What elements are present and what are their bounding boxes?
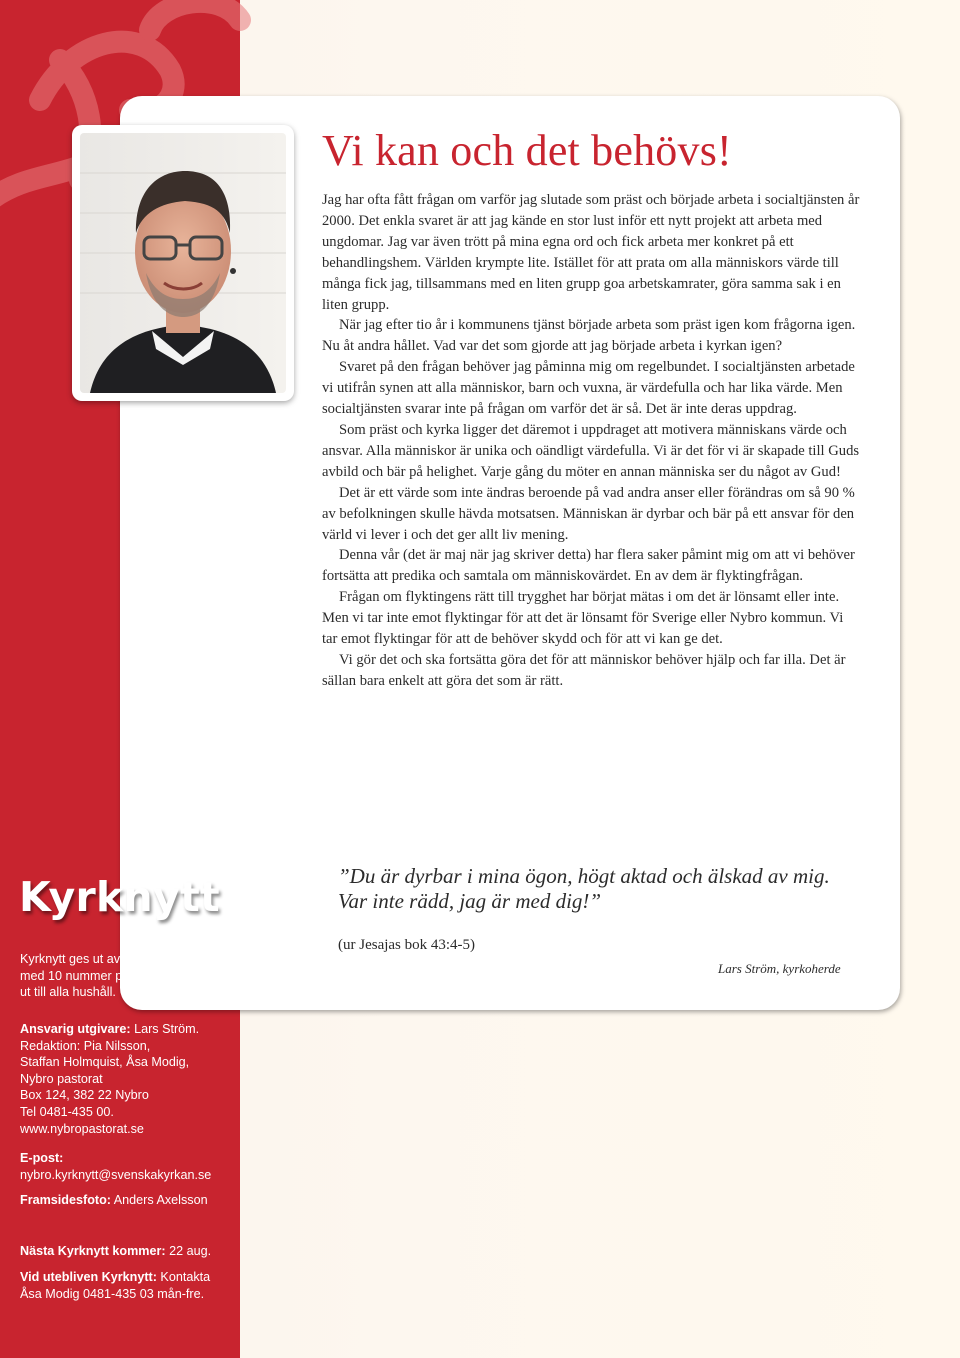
website-link[interactable]: www.nybropastorat.se <box>20 1121 144 1136</box>
intro-line: Kyrknytt ges ut av Nybro Pastorat <box>20 952 208 966</box>
publisher-label: Ansvarig utgivare: <box>20 1022 131 1036</box>
portrait-photo <box>80 133 286 393</box>
next-issue <box>20 1243 235 1260</box>
brand-title: Kyrknytt <box>19 873 220 921</box>
photo-credit-value: Anders Axelsson <box>110 1193 208 1207</box>
publisher-value: Lars Ström. <box>130 1022 200 1036</box>
portrait-frame <box>72 125 294 401</box>
quote-line: Var inte rädd, jag är med dig!” <box>338 889 602 913</box>
intro-line: med 10 nummer per år och delas <box>20 968 206 983</box>
article-paragraph: Vi gör det och ska fortsätta göra det för att människor behöver hjälp och far illa. Det är sällan bara enkelt att göra det som är rätt. <box>322 651 846 689</box>
masthead-text <box>20 1021 235 1137</box>
missing-issue-label: Vid utebliven Kyrknytt: <box>20 1270 157 1284</box>
next-issue-value: 22 aug. <box>165 1244 212 1258</box>
photo-credit <box>20 1192 235 1209</box>
editorial-line: Staffan Holmquist, Åsa Modig, <box>20 1055 190 1070</box>
missing-issue-contact-line: Åsa Modig 0481-435 03 mån-fre. <box>20 1286 205 1301</box>
article-body <box>322 190 862 692</box>
article-title: Vi kan och det behövs! <box>322 126 732 175</box>
intro-text <box>20 951 235 1001</box>
email-label: E-post: <box>20 1151 64 1165</box>
article-paragraph: Som präst och kyrka ligger det däremot i uppdraget att motivera människans värde och ansvar. Alla människor är unika och oändligt värdefulla. Vi är det för vi är skapade till Guds avbild och bär på helighet. Varje gång du möter en annan människa ser du något av Gud! <box>322 421 860 480</box>
article-paragraph: Det är ett värde som inte ändras beroende på vad andra anser eller förändras om så 90 % av befolkningen skulle hävda motsatsen. Människan är dyrbar och bär på ett ansvar för den värld vi lever i och det ger allt liv mening. <box>322 484 855 543</box>
article-paragraph: När jag efter tio år i kommunens tjänst började arbeta som präst igen kom frågorna igen. Nu åt andra hållet. Vad var det som gjorde att jag började arbeta i kyrkan igen? <box>322 317 856 355</box>
publisher-line <box>20 1021 235 1038</box>
author-signature: Lars Ström, kyrkoherde <box>718 961 841 976</box>
editorial-line: Nybro pastorat <box>20 1071 103 1086</box>
priest-portrait-icon <box>80 133 286 393</box>
quote-reference: (ur Jesajas bok 43:4-5) <box>338 937 476 953</box>
article-paragraph: Jag har ofta fått frågan om varför jag slutade som präst och började arbeta i socialtjänsten år 2000. Det enkla svaret är att jag kände en stor lust inför ett nytt projekt att arbeta med ungdomar. Jag var även trött på mina egna ord och fick arbeta mer konkret på ett behandlingshem. Världen krympte lite. Istället för att prata om alla människors värde till många fick jag, tillsammans med en liten grupp goa arbetskamrater, göra samma sak i en liten grupp. <box>322 192 860 313</box>
email-link[interactable]: nybro.kyrknytt@svenskakyrkan.se <box>20 1167 212 1182</box>
quote-line: ”Du är dyrbar i mina ögon, högt aktad och älskad av mig. <box>338 864 830 888</box>
missing-issue-contact <box>20 1269 235 1302</box>
editorial-line: Tel 0481-435 00. <box>20 1104 114 1119</box>
email-block <box>20 1150 235 1183</box>
editorial-line: Redaktion: Pia Nilsson, <box>20 1038 151 1053</box>
next-issue-label: Nästa Kyrknytt kommer: <box>20 1244 166 1258</box>
missing-issue-value: Kontakta <box>156 1270 211 1284</box>
article-paragraph: Frågan om flyktingens rätt till trygghet har börjat mätas i om det är lönsamt eller inte. Men vi tar inte emot flyktingar för att det är lönsamt för Sverige eller Nybro kommun. Vi tar emot flyktingar för att de behöver skydd och för att vi kan ge det. <box>322 589 844 648</box>
bible-quote <box>338 864 858 914</box>
editorial-line: Box 124, 382 22 Nybro <box>20 1088 149 1103</box>
article-paragraph: Denna vår (det är maj när jag skriver detta) har flera saker påmint mig om att vi behöver fortsätta att predika och samtala om människovärdet. En av dem är flyktingfrågan. <box>322 547 855 585</box>
intro-line: ut till alla hushåll. <box>20 985 116 1000</box>
photo-credit-label: Framsidesfoto: <box>20 1193 111 1207</box>
article-paragraph: Svaret på den frågan behöver jag påminna mig om regelbundet. I socialtjänsten arbetade vi utifrån synen att alla människor, barn och vuxna, är värdefulla och har lika värde. Men socialtjänsten svarar inte på frågan om varför det är så. Det är inte deras uppdrag. <box>322 359 855 418</box>
